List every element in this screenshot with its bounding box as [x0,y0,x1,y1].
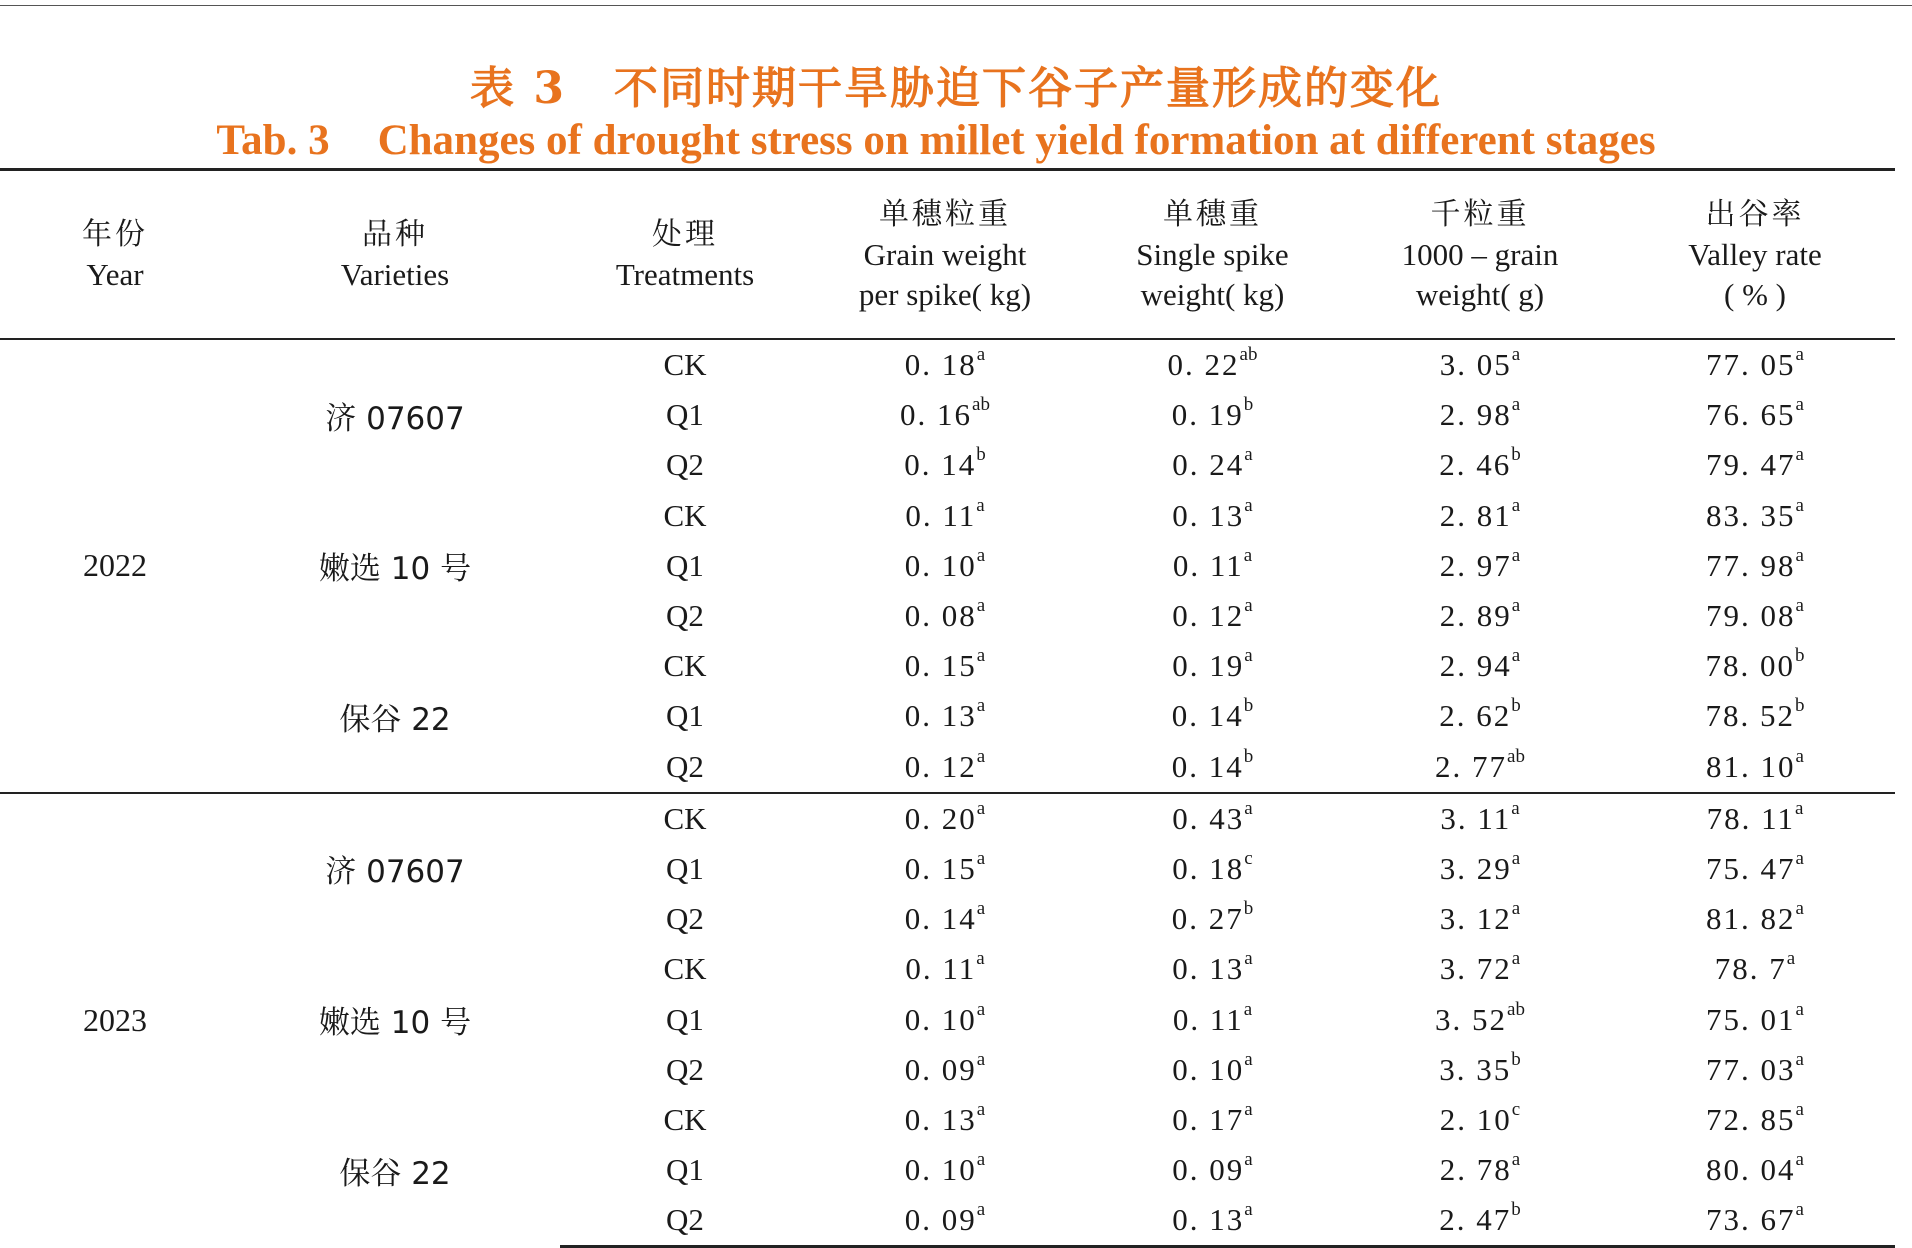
spike-weight-cell [1080,994,1345,1044]
grain-weight-value: 0. 10 [904,547,977,583]
valley-rate-value: 72. 85 [1706,1101,1796,1137]
significance-letter: a [1511,494,1521,516]
significance-letter: ab [1239,344,1258,366]
valley-rate-value: 81. 82 [1706,901,1796,937]
thousand-grain-value: 3. 11 [1440,800,1512,836]
thousand-grain-cell [1345,994,1615,1044]
grain-weight-value: 0. 15 [904,648,977,684]
header-treatments-cn: 处理 [652,216,718,252]
significance-letter: a [976,948,985,970]
treatment-cell: Q2 [666,1051,704,1087]
valley-rate-value: 78. 7 [1714,951,1787,987]
significance-letter: a [1511,1149,1521,1171]
valley-rate-cell [1615,742,1895,793]
significance-letter: a [1795,1199,1804,1221]
significance-letter: b [1511,1199,1521,1221]
grain-weight-cell [810,491,1080,541]
header-row [0,170,1895,340]
variety-cell: 嫩选 10 号 [318,1005,472,1042]
spike-weight-value: 0. 14 [1171,698,1244,734]
grain-weight-value: 0. 14 [904,447,977,483]
significance-letter: a [976,1149,986,1171]
spike-weight-value: 0. 22 [1167,347,1240,383]
significance-letter: a [1795,898,1804,920]
valley-rate-value: 76. 65 [1706,397,1796,433]
treatment-cell: Q1 [666,1001,704,1037]
significance-letter: a [1244,494,1253,516]
table-row [0,491,1895,541]
grain-weight-value: 0. 10 [904,1001,977,1037]
valley-rate-cell [1615,440,1895,490]
significance-letter: ab [1507,998,1525,1020]
thousand-grain-cell [1345,742,1615,793]
valley-rate-cell [1615,541,1895,591]
top-rule [0,5,1912,6]
header-grain-weight-en-1: Grain weight [863,236,1027,272]
thousand-grain-cell [1345,541,1615,591]
header-spike-weight-en-2: weight( kg) [1140,276,1285,312]
header-thousand-grain-cn: 千粒重 [1430,196,1530,232]
significance-letter: a [1511,595,1521,617]
significance-letter: a [976,595,986,617]
significance-letter: a [1795,444,1804,466]
thousand-grain-value: 2. 10 [1439,1101,1512,1137]
spike-weight-value: 0. 10 [1172,1051,1245,1087]
significance-letter: a [1244,948,1253,970]
significance-letter: a [1511,394,1521,416]
significance-letter: ab [972,394,990,416]
significance-letter: a [1795,847,1804,869]
significance-letter: c [1244,847,1253,869]
spike-weight-value: 0. 12 [1172,598,1245,634]
treatment-cell: CK [663,648,707,684]
spike-weight-cell [1080,390,1345,440]
grain-weight-value: 0. 08 [904,598,977,634]
spike-weight-value: 0. 24 [1172,447,1245,483]
spike-weight-cell [1080,944,1345,994]
thousand-grain-cell [1345,591,1615,641]
year-cell: 2023 [0,793,230,1247]
spike-weight-cell [1080,844,1345,894]
treatment-cell: CK [663,347,707,383]
significance-letter: a [1511,544,1521,566]
thousand-grain-value: 2. 77 [1435,748,1508,784]
valley-rate-cell [1615,1195,1895,1247]
table-caption-cn [0,52,1912,116]
significance-letter: b [1795,645,1805,667]
grain-weight-value: 0. 14 [904,901,977,937]
thousand-grain-value: 3. 72 [1439,951,1512,987]
thousand-grain-value: 3. 52 [1435,1001,1508,1037]
treatment-cell: Q2 [666,447,704,483]
spike-weight-cell [1080,1145,1345,1195]
grain-weight-cell [810,1045,1080,1095]
spike-weight-cell [1080,491,1345,541]
thousand-grain-value: 3. 35 [1439,1051,1512,1087]
header-thousand-grain [1345,170,1615,340]
treatment-cell: CK [663,1101,707,1137]
significance-letter: a [1794,797,1804,819]
thousand-grain-value: 2. 46 [1439,447,1512,483]
grain-weight-value: 0. 11 [905,951,977,987]
significance-letter: b [1243,695,1254,717]
significance-letter: a [1795,595,1804,617]
grain-weight-value: 0. 15 [904,850,977,886]
header-valley-rate-cn: 出谷率 [1705,196,1805,232]
valley-rate-value: 83. 35 [1706,497,1796,533]
significance-letter: a [976,898,986,920]
header-spike-weight-cn: 单穗重 [1163,196,1262,232]
valley-rate-cell [1615,944,1895,994]
spike-weight-value: 0. 17 [1172,1101,1245,1137]
valley-rate-cell [1615,390,1895,440]
significance-letter: a [1795,1149,1804,1171]
header-valley-rate [1615,170,1895,340]
table-row [0,1095,1895,1145]
significance-letter: a [1795,544,1804,566]
valley-rate-cell [1615,1095,1895,1145]
treatment-cell: Q2 [666,598,704,634]
significance-letter: a [1244,1048,1253,1070]
valley-rate-cell [1615,339,1895,390]
significance-letter: a [976,544,986,566]
thousand-grain-value: 2. 47 [1439,1202,1512,1238]
valley-rate-value: 77. 98 [1706,547,1796,583]
spike-weight-value: 0. 13 [1172,497,1245,533]
significance-letter: a [1244,1199,1253,1221]
table-row [0,793,1895,844]
grain-weight-cell [810,641,1080,691]
significance-letter: a [976,344,986,366]
significance-letter: a [1511,797,1520,819]
spike-weight-cell [1080,1095,1345,1145]
thousand-grain-cell [1345,491,1615,541]
thousand-grain-cell [1345,1145,1615,1195]
significance-letter: ab [1507,745,1525,767]
grain-weight-value: 0. 12 [904,748,977,784]
significance-letter: a [976,494,985,516]
caption-en-label: Tab. 3 [216,117,330,164]
spike-weight-cell [1080,641,1345,691]
grain-weight-cell [810,339,1080,390]
thousand-grain-value: 2. 81 [1439,497,1512,533]
grain-weight-value: 0. 11 [905,497,977,533]
header-treatments [560,170,810,340]
significance-letter: b [976,444,986,466]
header-varieties [230,170,560,340]
valley-rate-cell [1615,894,1895,944]
significance-letter: a [1511,344,1521,366]
thousand-grain-value: 2. 78 [1439,1152,1512,1188]
significance-letter: a [1795,998,1804,1020]
thousand-grain-cell [1345,894,1615,944]
thousand-grain-cell [1345,844,1615,894]
significance-letter: a [1244,595,1253,617]
variety-cell: 济 07607 [230,793,560,945]
table-row [0,339,1895,390]
grain-weight-cell [810,691,1080,741]
significance-letter: a [1511,847,1521,869]
grain-weight-value: 0. 18 [904,347,977,383]
thousand-grain-value: 3. 12 [1439,901,1512,937]
thousand-grain-value: 2. 97 [1439,547,1512,583]
significance-letter: a [1795,1098,1804,1120]
header-year-cn: 年份 [82,216,148,252]
significance-letter: a [1511,948,1521,970]
valley-rate-cell [1615,691,1895,741]
grain-weight-cell [810,793,1080,844]
variety-cell: 保谷 22 [339,1156,451,1193]
table-caption-en [0,116,1892,165]
grain-weight-cell [810,994,1080,1044]
valley-rate-cell [1615,1045,1895,1095]
spike-weight-value: 0. 13 [1172,1202,1245,1238]
header-treatments-en: Treatments [615,256,755,292]
header-varieties-en: Varieties [340,256,450,292]
spike-weight-cell [1080,793,1345,844]
header-grain-weight-cn: 单穗粒重 [879,196,1011,232]
valley-rate-cell [1615,591,1895,641]
year-cell: 2022 [83,547,147,584]
spike-weight-value: 0. 18 [1172,850,1245,886]
table-body [0,339,1895,1247]
grain-weight-cell [810,844,1080,894]
significance-letter: b [1243,394,1254,416]
grain-weight-cell [810,541,1080,591]
thousand-grain-value: 2. 98 [1439,397,1512,433]
treatment-cell: CK [663,951,707,987]
valley-rate-cell [1615,1145,1895,1195]
grain-weight-value: 0. 13 [904,698,977,734]
valley-rate-value: 77. 05 [1706,347,1796,383]
valley-rate-value: 78. 11 [1706,800,1795,836]
spike-weight-value: 0. 43 [1172,800,1245,836]
spike-weight-value: 0. 14 [1171,748,1244,784]
spike-weight-cell [1080,339,1345,390]
significance-letter: a [1795,1048,1804,1070]
thousand-grain-cell [1345,944,1615,994]
header-varieties-cn: 品种 [362,216,428,252]
significance-letter: a [1244,1098,1253,1120]
thousand-grain-value: 2. 94 [1439,648,1512,684]
valley-rate-value: 78. 52 [1705,698,1795,734]
spike-weight-cell [1080,742,1345,793]
variety-cell: 保谷 22 [339,701,451,738]
thousand-grain-cell [1345,1195,1615,1247]
grain-weight-cell [810,1095,1080,1145]
header-valley-rate-en-1: Valley rate [1688,236,1822,272]
grain-weight-value: 0. 16 [900,397,973,433]
valley-rate-value: 77. 03 [1706,1051,1796,1087]
valley-rate-cell [1615,641,1895,691]
thousand-grain-cell [1345,1045,1615,1095]
grain-weight-cell [810,1145,1080,1195]
header-spike-weight [1080,170,1345,340]
caption-cn-title: 不同时期干旱胁迫下谷子产量形成的变化 [613,63,1442,114]
significance-letter: a [976,645,986,667]
treatment-cell: Q1 [666,397,704,433]
valley-rate-value: 75. 47 [1706,850,1796,886]
header-thousand-grain-en-1: 1000 – grain [1401,236,1559,272]
header-thousand-grain-en-2: weight( g) [1415,276,1545,312]
significance-letter: a [1243,998,1253,1020]
grain-weight-cell [810,591,1080,641]
valley-rate-value: 81. 10 [1706,748,1796,784]
spike-weight-value: 0. 19 [1171,397,1244,433]
significance-letter: a [976,847,986,869]
spike-weight-value: 0. 11 [1172,547,1244,583]
valley-rate-cell [1615,491,1895,541]
treatment-cell: Q1 [666,850,704,886]
spike-weight-value: 0. 19 [1172,648,1245,684]
header-valley-rate-en-2: ( % ) [1724,276,1786,312]
header-year-en: Year [86,256,144,292]
variety-cell: 济 07607 [325,400,465,437]
spike-weight-cell [1080,591,1345,641]
significance-letter: a [976,1048,986,1070]
header-grain-weight-en-2: per spike( kg) [858,276,1032,312]
grain-weight-cell [810,1195,1080,1247]
thousand-grain-cell [1345,1095,1615,1145]
header-grain-weight [810,170,1080,340]
caption-en-title: Changes of drought stress on millet yield formation at different stages [377,117,1656,164]
spike-weight-value: 0. 11 [1172,1001,1244,1037]
significance-letter: a [1511,898,1521,920]
significance-letter: b [1243,745,1254,767]
significance-letter: a [1786,948,1796,970]
spike-weight-cell [1080,691,1345,741]
grain-weight-value: 0. 10 [904,1152,977,1188]
thousand-grain-cell [1345,440,1615,490]
significance-letter: a [1243,544,1253,566]
thousand-grain-cell [1345,390,1615,440]
significance-letter: a [1795,494,1804,516]
significance-letter: a [976,998,986,1020]
significance-letter: a [1511,645,1521,667]
header-year [0,170,230,340]
grain-weight-value: 0. 13 [904,1101,977,1137]
thousand-grain-value: 2. 62 [1439,698,1512,734]
spike-weight-value: 0. 27 [1171,901,1244,937]
grain-weight-value: 0. 20 [904,800,977,836]
significance-letter: b [1795,695,1805,717]
grain-weight-value: 0. 09 [904,1051,977,1087]
valley-rate-cell [1615,793,1895,844]
table-row [0,641,1895,691]
spike-weight-cell [1080,541,1345,591]
grain-weight-cell [810,390,1080,440]
valley-rate-value: 73. 67 [1706,1202,1796,1238]
significance-letter: a [1795,745,1804,767]
treatment-cell: Q1 [666,698,704,734]
significance-letter: a [1244,797,1253,819]
variety-cell: 嫩选 10 号 [318,551,472,588]
thousand-grain-cell [1345,339,1615,390]
significance-letter: a [1244,645,1253,667]
header-spike-weight-en-1: Single spike [1136,236,1289,272]
valley-rate-value: 75. 01 [1706,1001,1796,1037]
spike-weight-value: 0. 09 [1172,1152,1245,1188]
significance-letter: a [976,1098,986,1120]
significance-letter: a [1795,344,1804,366]
treatment-cell: Q1 [666,547,704,583]
thousand-grain-value: 3. 29 [1439,850,1512,886]
treatment-cell: CK [560,793,810,844]
significance-letter: b [1511,444,1521,466]
valley-rate-value: 78. 00 [1705,648,1795,684]
caption-cn-label: 表 3 [470,63,566,114]
significance-letter: a [976,797,986,819]
significance-letter: b [1511,695,1521,717]
valley-rate-cell [1615,844,1895,894]
yield-table [0,168,1895,1248]
thousand-grain-value: 3. 05 [1439,347,1512,383]
grain-weight-value: 0. 09 [904,1202,977,1238]
grain-weight-cell [810,440,1080,490]
significance-letter: b [1511,1048,1521,1070]
spike-weight-cell [1080,1045,1345,1095]
thousand-grain-cell [1345,691,1615,741]
treatment-cell: Q2 [560,1195,810,1247]
significance-letter: a [976,745,986,767]
significance-letter: a [1795,394,1804,416]
valley-rate-cell [1615,994,1895,1044]
grain-weight-cell [810,742,1080,793]
significance-letter: a [1244,444,1253,466]
spike-weight-cell [1080,894,1345,944]
spike-weight-cell [1080,1195,1345,1247]
significance-letter: c [1511,1098,1521,1120]
treatment-cell: Q1 [666,1152,704,1188]
spike-weight-cell [1080,440,1345,490]
valley-rate-value: 79. 47 [1706,447,1796,483]
thousand-grain-cell [1345,641,1615,691]
thousand-grain-value: 2. 89 [1439,598,1512,634]
thousand-grain-cell [1345,793,1615,844]
grain-weight-cell [810,894,1080,944]
treatment-cell: Q2 [666,901,704,937]
table-row [0,944,1895,994]
valley-rate-value: 80. 04 [1706,1152,1796,1188]
significance-letter: a [976,695,986,717]
spike-weight-value: 0. 13 [1172,951,1245,987]
significance-letter: b [1243,898,1254,920]
valley-rate-value: 79. 08 [1706,598,1796,634]
treatment-cell: CK [663,497,707,533]
significance-letter: a [976,1199,986,1221]
treatment-cell: Q2 [666,748,704,784]
significance-letter: a [1244,1149,1253,1171]
grain-weight-cell [810,944,1080,994]
